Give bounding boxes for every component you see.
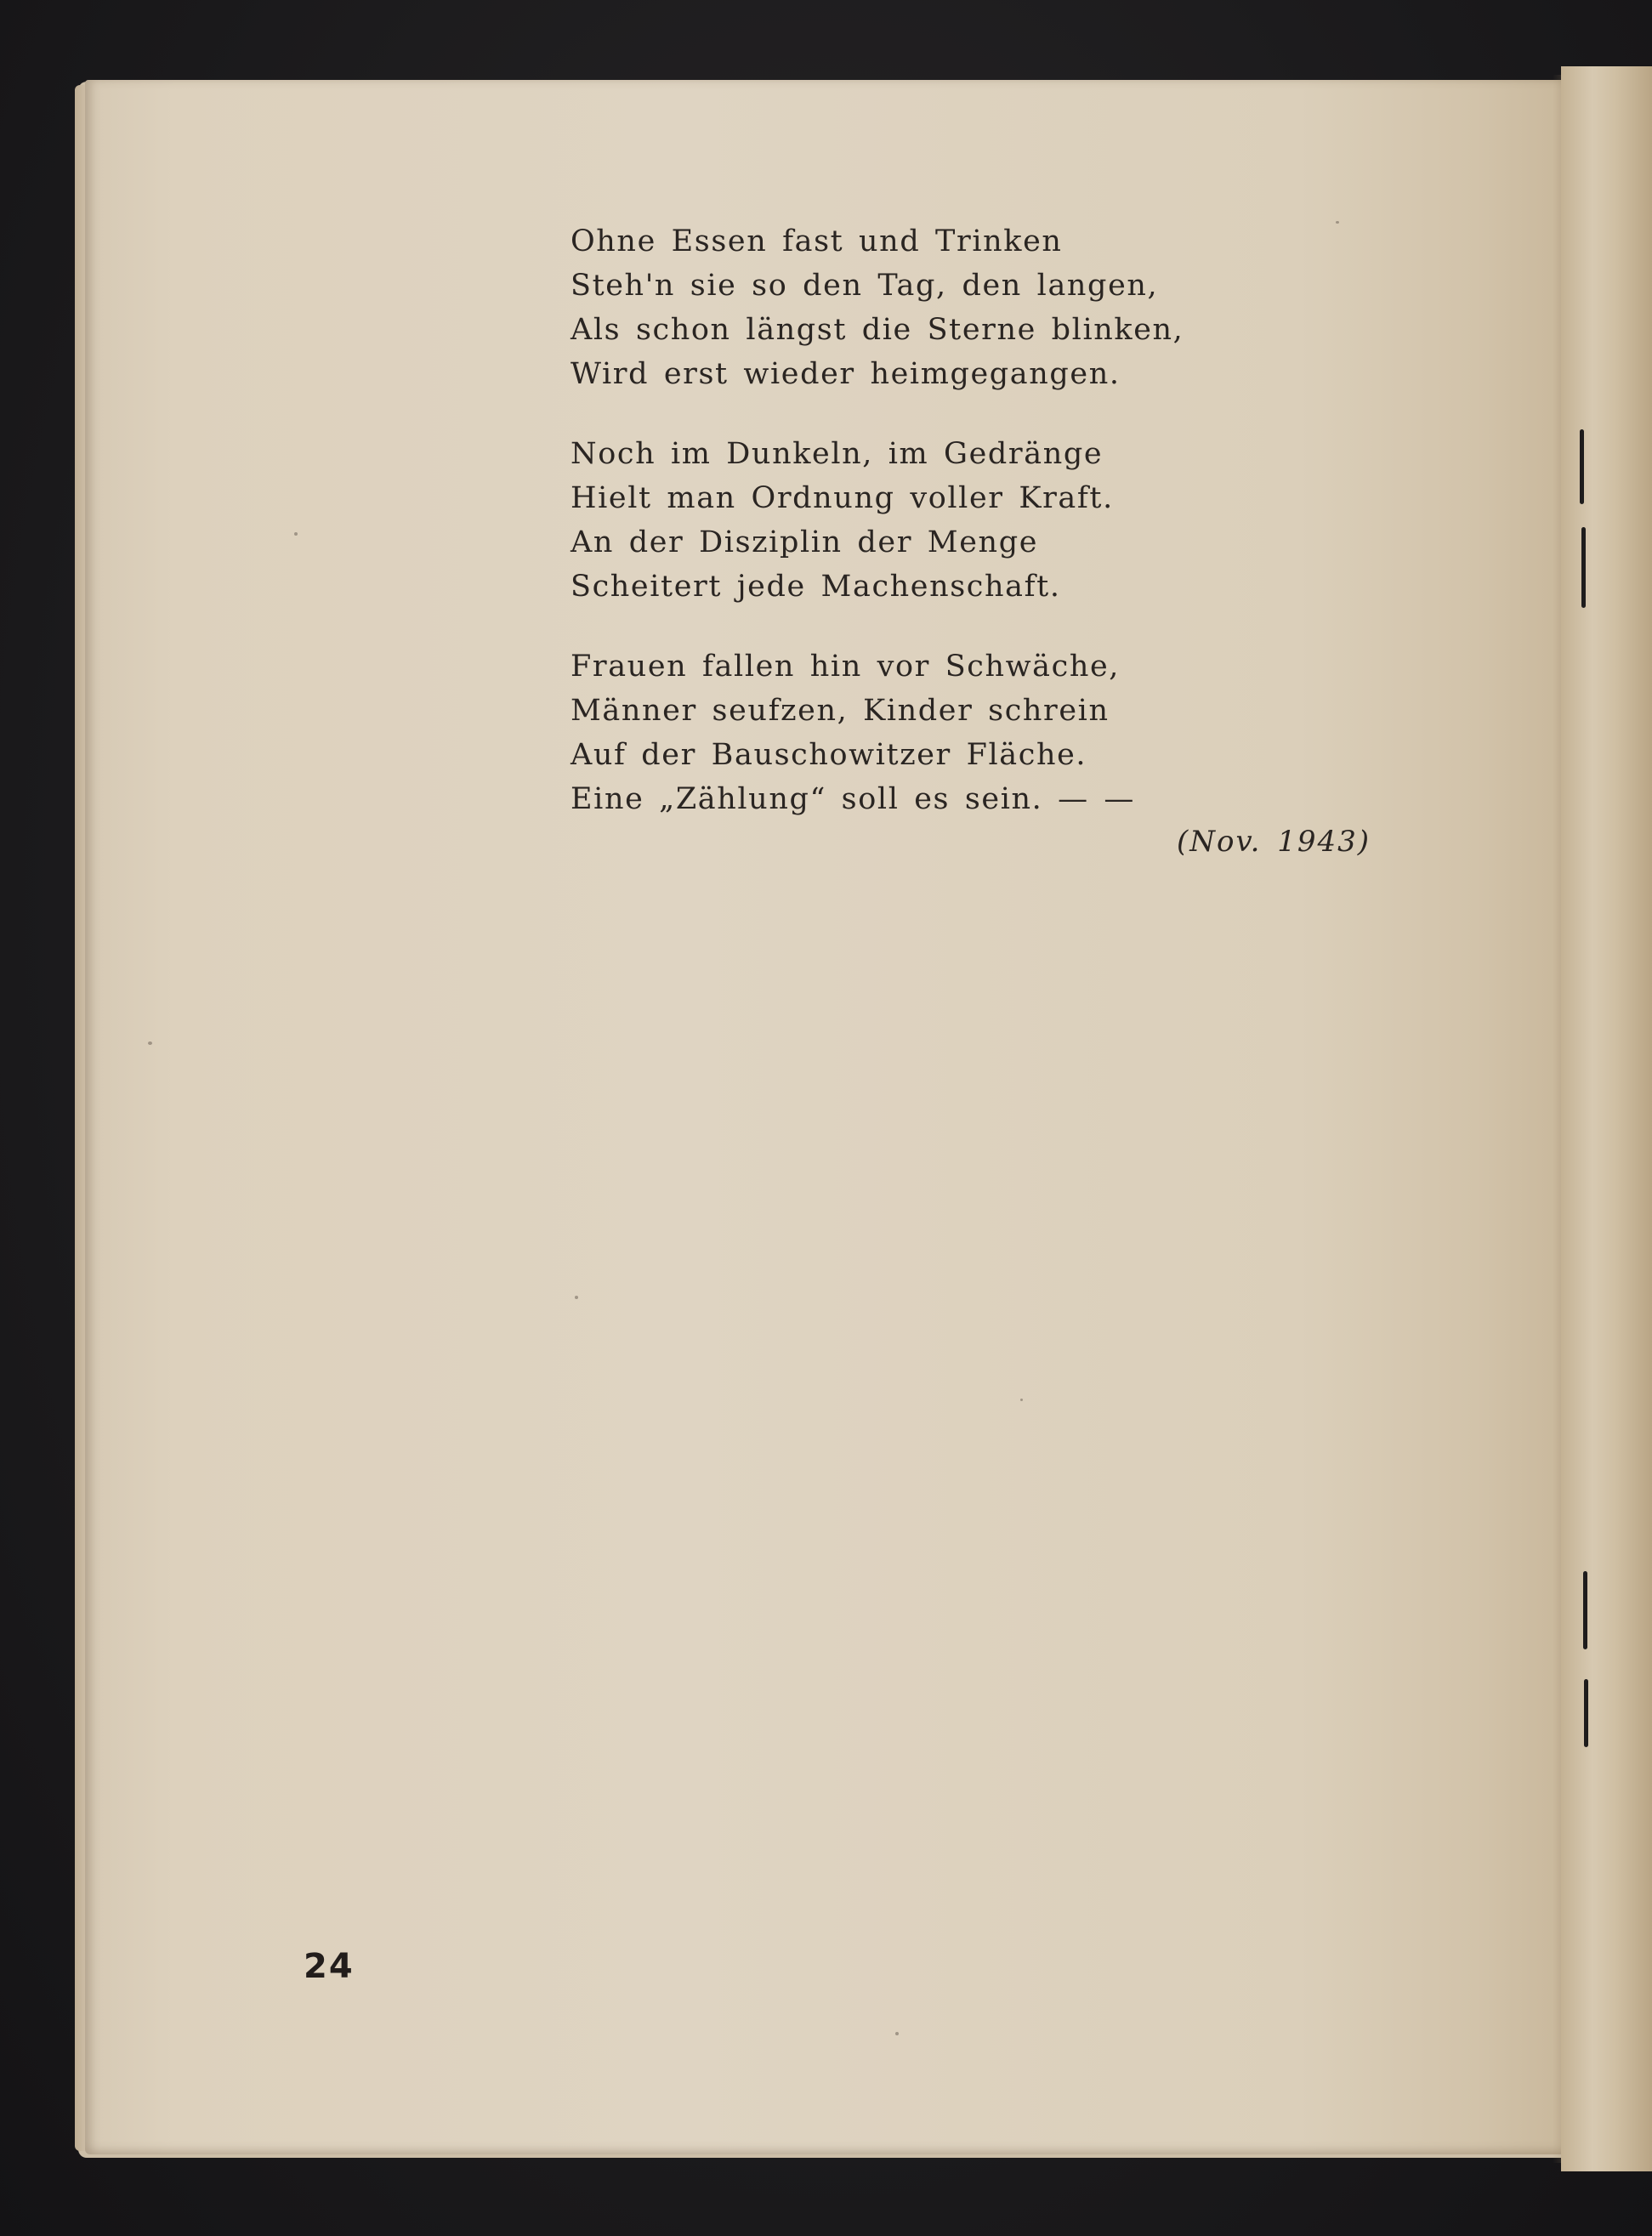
poem-line: An der Disziplin der Menge <box>571 525 1039 559</box>
paper-speck <box>294 532 298 536</box>
stanza-1 <box>571 219 1370 396</box>
staple-bottom-lower <box>1584 1679 1588 1747</box>
poem-line: Frauen fallen hin vor Schwäche, <box>571 650 1121 684</box>
staple-top-lower <box>1581 527 1586 608</box>
page-number: 24 <box>304 1947 355 1986</box>
poem-line: Steh'n sie so den Tag, den langen, <box>571 269 1159 303</box>
paper-speck <box>895 2032 899 2035</box>
poem-date: (Nov. 1943) <box>1177 825 1371 859</box>
poem-line: Als schon längst die Sterne blinken, <box>571 313 1184 347</box>
staple-bottom <box>1583 1571 1587 1649</box>
poem-line: Auf der Bauschowitzer Fläche. <box>571 738 1087 772</box>
poem-line: Hielt man Ordnung voller Kraft. <box>571 481 1114 515</box>
stanza-2 <box>571 432 1370 609</box>
paper-speck <box>1020 1399 1023 1401</box>
poem <box>571 219 1370 857</box>
staple-top <box>1580 429 1584 504</box>
book-gutter <box>1561 66 1652 2171</box>
poem-line: Männer seufzen, Kinder schrein <box>571 694 1110 728</box>
poem-line: Ohne Essen fast und Trinken <box>571 224 1063 258</box>
poem-line: Noch im Dunkeln, im Gedränge <box>571 437 1104 471</box>
poem-line: Scheitert jede Machenschaft. <box>571 570 1061 604</box>
paper-speck <box>148 1041 152 1045</box>
poem-line: Wird erst wieder heimgegangen. <box>571 357 1121 391</box>
stanza-3 <box>571 644 1370 821</box>
paper-speck <box>575 1296 578 1299</box>
poem-line: Eine „Zählung“ soll es sein. — — <box>571 782 1136 816</box>
